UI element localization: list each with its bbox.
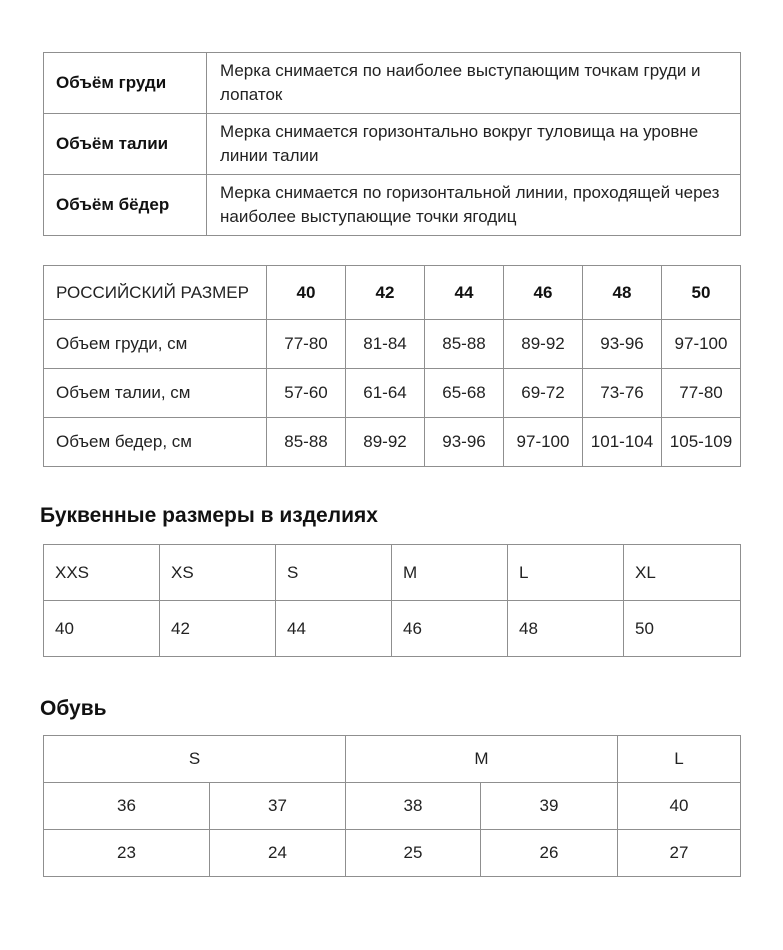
table-row-hips — [44, 418, 741, 467]
chest-range: 81-84 — [346, 320, 425, 369]
shoe-group-header-row — [44, 736, 741, 783]
hips-range: 89-92 — [346, 418, 425, 467]
letter-size-m: M — [392, 545, 508, 601]
letter-size-s: S — [276, 545, 392, 601]
chest-range: 97-100 — [662, 320, 741, 369]
hips-range: 85-88 — [267, 418, 346, 467]
table-row-chest — [44, 320, 741, 369]
hips-range: 105-109 — [662, 418, 741, 467]
letter-size-row — [44, 545, 741, 601]
table-row — [44, 53, 741, 114]
numeric-size-row — [44, 601, 741, 657]
hips-range: 93-96 — [425, 418, 504, 467]
section-heading-shoes: Обувь — [40, 697, 107, 720]
measurement-description-chest: Мерка снимается по наиболее выступающим точкам груди и лопаток — [207, 53, 741, 114]
waist-range: 73-76 — [583, 369, 662, 418]
section-heading-letter-sizes: Буквенные размеры в изделиях — [40, 504, 378, 527]
table-row — [44, 114, 741, 175]
waist-range: 65-68 — [425, 369, 504, 418]
row-label-chest: Объем груди, см — [44, 320, 267, 369]
shoe-cm-size: 25 — [346, 830, 481, 877]
measurement-name-hips: Объём бёдер — [44, 175, 207, 236]
shoe-size-table — [43, 735, 741, 877]
measurement-description-waist: Мерка снимается горизонтально вокруг туловища на уровне линии талии — [207, 114, 741, 175]
size-column-44: 44 — [425, 266, 504, 320]
hips-range: 101-104 — [583, 418, 662, 467]
table-header-row — [44, 266, 741, 320]
letter-size-l: L — [508, 545, 624, 601]
waist-range: 61-64 — [346, 369, 425, 418]
size-column-46: 46 — [504, 266, 583, 320]
shoe-eu-size: 37 — [210, 783, 346, 830]
numeric-size: 48 — [508, 601, 624, 657]
numeric-size: 50 — [624, 601, 741, 657]
table-row-waist — [44, 369, 741, 418]
numeric-size: 44 — [276, 601, 392, 657]
table-row — [44, 175, 741, 236]
shoe-eu-size: 39 — [481, 783, 618, 830]
row-label-waist: Объем талии, см — [44, 369, 267, 418]
shoe-cm-size: 24 — [210, 830, 346, 877]
chest-range: 93-96 — [583, 320, 662, 369]
russian-size-table — [43, 265, 741, 467]
shoe-cm-size: 27 — [618, 830, 741, 877]
measurement-description-table — [43, 52, 741, 236]
shoe-group-l: L — [618, 736, 741, 783]
size-column-40: 40 — [267, 266, 346, 320]
letter-size-xl: XL — [624, 545, 741, 601]
numeric-size: 42 — [160, 601, 276, 657]
letter-size-xxs: XXS — [44, 545, 160, 601]
letter-size-table — [43, 544, 741, 657]
shoe-group-s: S — [44, 736, 346, 783]
shoe-eu-size: 36 — [44, 783, 210, 830]
shoe-eu-size-row — [44, 783, 741, 830]
waist-range: 77-80 — [662, 369, 741, 418]
shoe-cm-size: 23 — [44, 830, 210, 877]
shoe-cm-size: 26 — [481, 830, 618, 877]
chest-range: 89-92 — [504, 320, 583, 369]
shoe-group-m: M — [346, 736, 618, 783]
russian-size-header-label: РОССИЙСКИЙ РАЗМЕР — [44, 266, 267, 320]
shoe-eu-size: 40 — [618, 783, 741, 830]
shoe-eu-size: 38 — [346, 783, 481, 830]
measurement-name-waist: Объём талии — [44, 114, 207, 175]
hips-range: 97-100 — [504, 418, 583, 467]
chest-range: 85-88 — [425, 320, 504, 369]
size-column-50: 50 — [662, 266, 741, 320]
measurement-description-hips: Мерка снимается по горизонтальной линии, проходящей через наиболее выступающие точки ягодиц — [207, 175, 741, 236]
size-column-48: 48 — [583, 266, 662, 320]
numeric-size: 40 — [44, 601, 160, 657]
size-column-42: 42 — [346, 266, 425, 320]
measurement-name-chest: Объём груди — [44, 53, 207, 114]
waist-range: 69-72 — [504, 369, 583, 418]
shoe-cm-size-row — [44, 830, 741, 877]
chest-range: 77-80 — [267, 320, 346, 369]
row-label-hips: Объем бедер, см — [44, 418, 267, 467]
numeric-size: 46 — [392, 601, 508, 657]
letter-size-xs: XS — [160, 545, 276, 601]
waist-range: 57-60 — [267, 369, 346, 418]
